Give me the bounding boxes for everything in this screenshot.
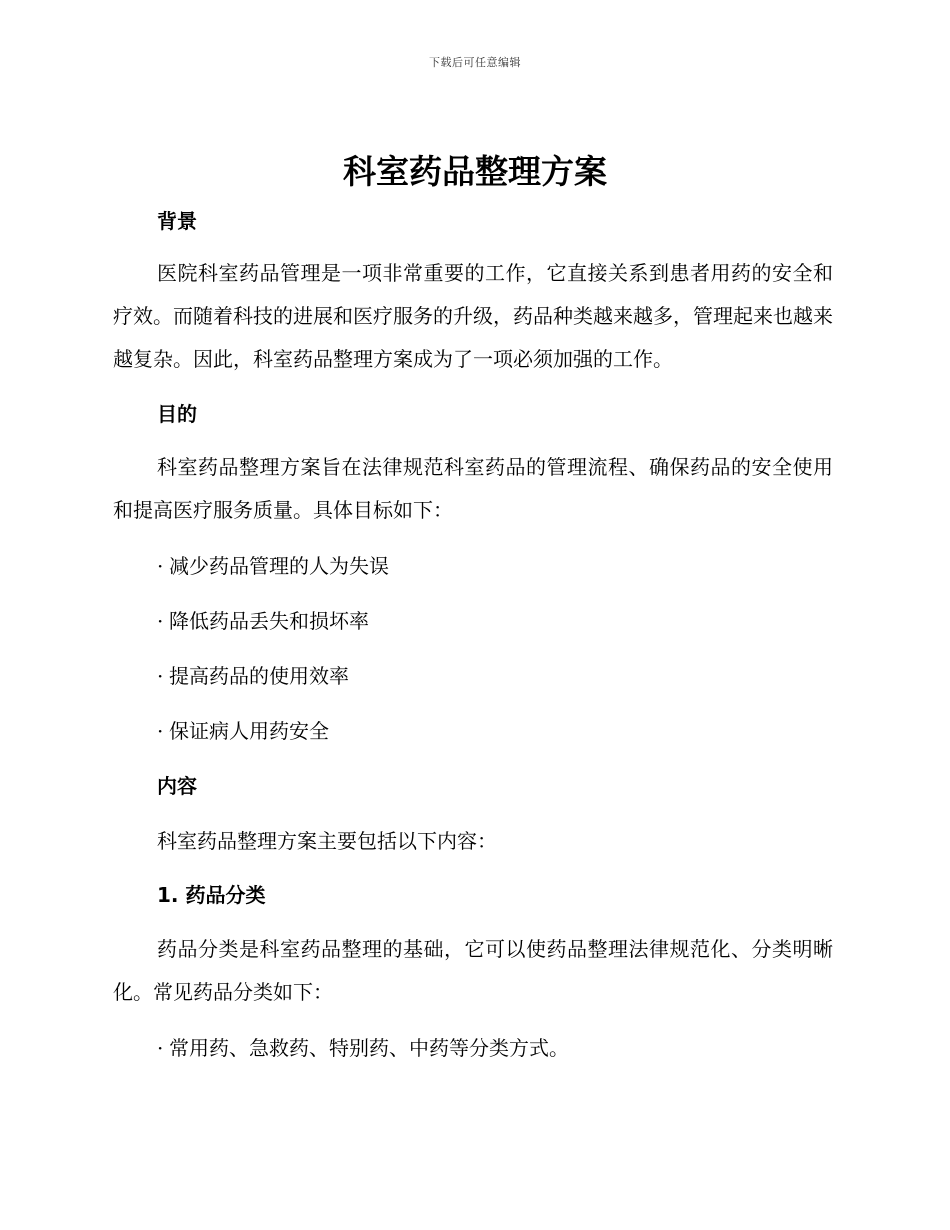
subsection-heading-classification: 1. 药品分类	[157, 883, 266, 907]
list-item	[157, 552, 389, 580]
bullet-dot: ·	[157, 1036, 164, 1060]
section-heading-content: 内容	[157, 774, 197, 798]
list-item	[157, 662, 349, 690]
list-item-text: 减少药品管理的人为失误	[169, 554, 389, 578]
classification-paragraph: 药品分类是科室药品整理的基础，它可以使药品整理法律规范化、分类明晰化。常见药品分类如下：	[113, 937, 833, 1004]
list-item-text: 提高药品的使用效率	[169, 664, 349, 688]
bullet-dot: ·	[157, 554, 164, 578]
content-intro: 科室药品整理方案主要包括以下内容：	[157, 829, 497, 853]
list-item-text: 保证病人用药安全	[169, 719, 329, 743]
section-heading-purpose: 目的	[157, 402, 197, 426]
list-item-text: 常用药、急救药、特别药、中药等分类方式。	[169, 1036, 569, 1060]
section-heading-background: 背景	[157, 209, 197, 233]
list-item	[157, 717, 329, 745]
bullet-dot: ·	[157, 664, 164, 688]
list-item	[157, 607, 369, 635]
purpose-paragraph: 科室药品整理方案旨在法律规范科室药品的管理流程、确保药品的安全使用和提高医疗服务质量。具体目标如下：	[113, 455, 833, 522]
document-title: 科室药品整理方案	[343, 152, 607, 191]
background-paragraph: 医院科室药品管理是一项非常重要的工作，它直接关系到患者用药的安全和疗效。而随着科技的进展和医疗服务的升级，药品种类越来越多，管理起来也越来越复杂。因此，科室药品整理方案成为了一项必须加强的工作。	[113, 261, 833, 371]
bullet-dot: ·	[157, 719, 164, 743]
list-item	[157, 1034, 569, 1062]
list-item-text: 降低药品丢失和损坏率	[169, 609, 369, 633]
bullet-dot: ·	[157, 609, 164, 633]
header-note: 下载后可任意编辑	[429, 56, 521, 69]
